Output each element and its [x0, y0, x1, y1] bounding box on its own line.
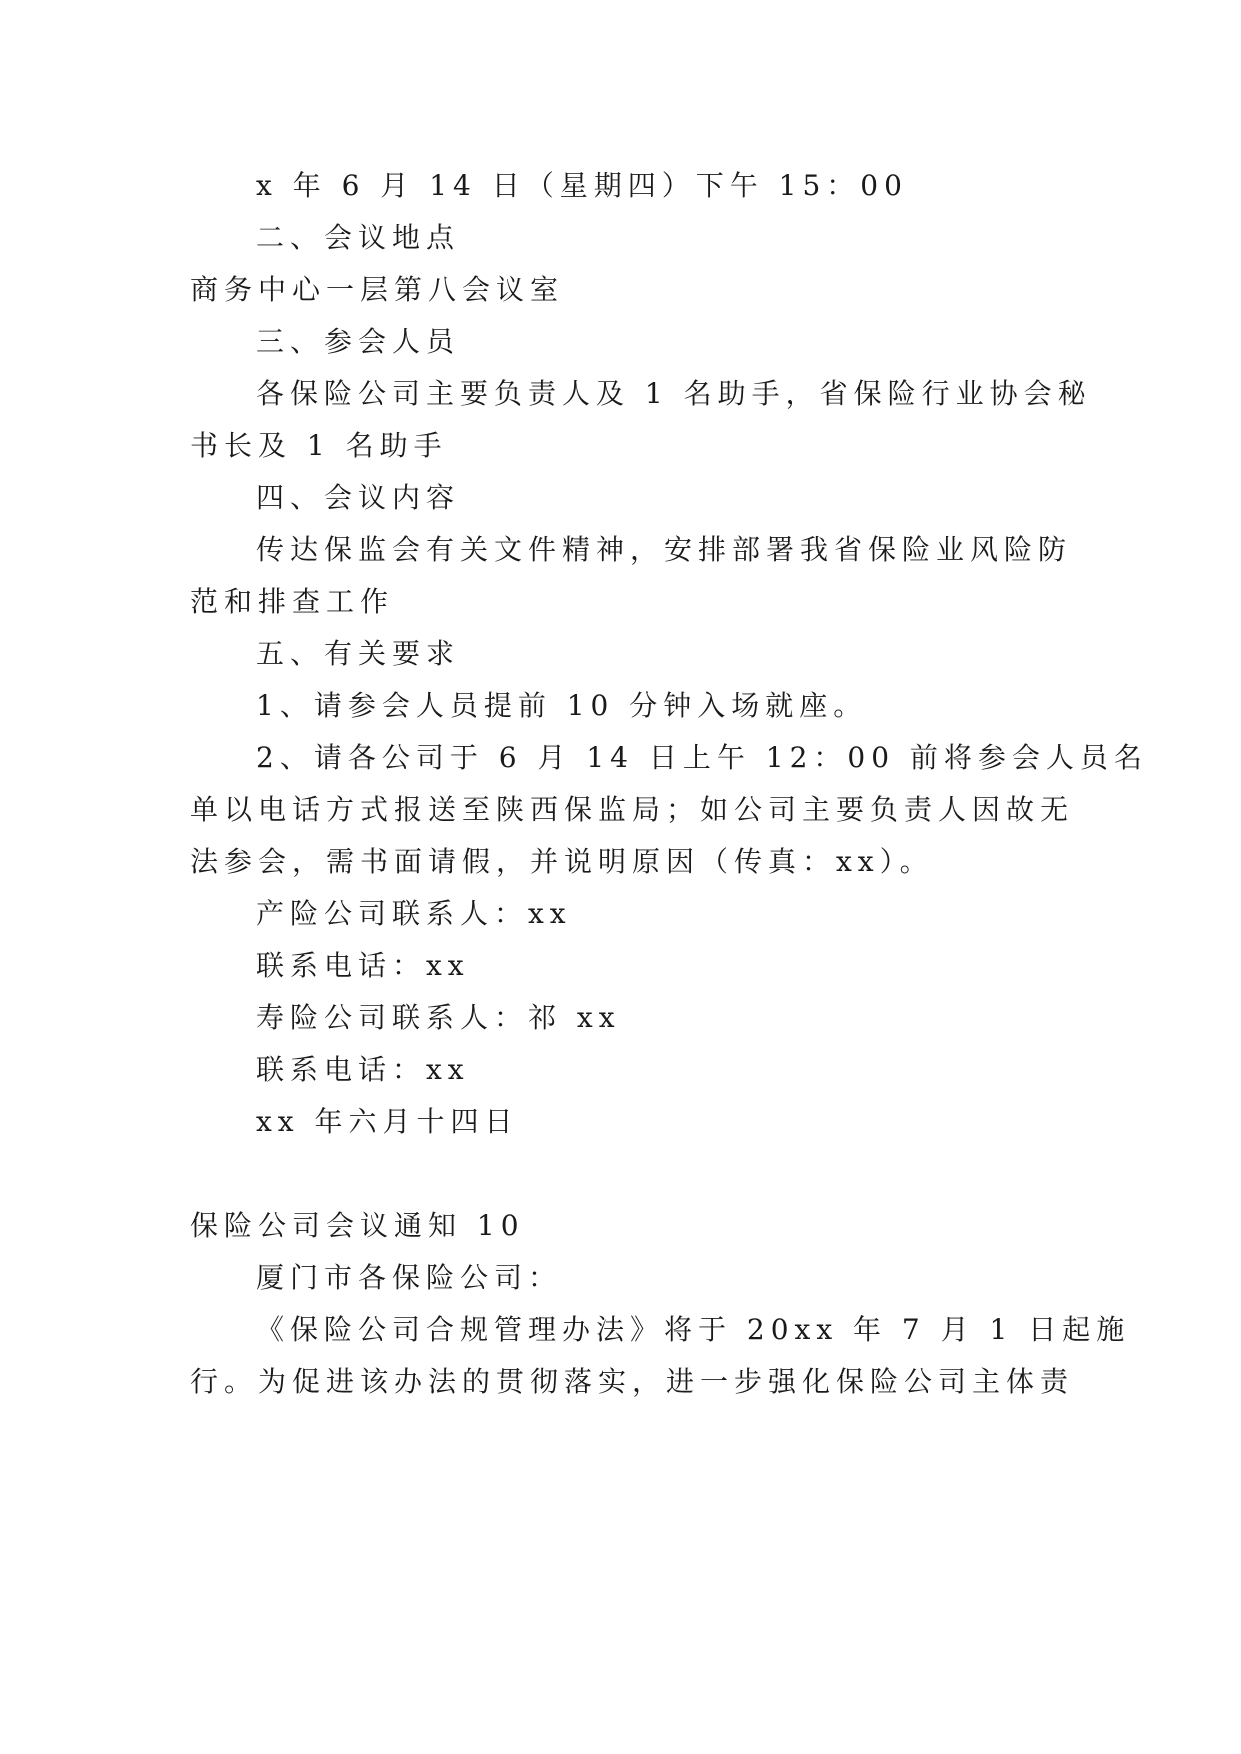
meeting-time: x 年 6 月 14 日（星期四）下午 15：00: [256, 169, 908, 202]
section-heading-requirements: 五、有关要求: [256, 637, 461, 670]
notice-body-line-1: 《保险公司合规管理办法》将于 20xx 年 7 月 1 日起施: [256, 1313, 1131, 1346]
attendees-text-line-2: 书长及 1 名助手: [190, 429, 448, 462]
requirement-2-line-3: 法参会，需书面请假，并说明原因（传真：xx）。: [190, 845, 934, 878]
requirement-2-line-1: 2、请各公司于 6 月 14 日上午 12：00 前将参会人员名: [256, 741, 1148, 774]
life-insurance-contact: 寿险公司联系人：祁 xx: [256, 1001, 621, 1034]
attendees-text-line-1: 各保险公司主要负责人及 1 名助手，省保险行业协会秘: [256, 377, 1092, 410]
document-date: xx 年六月十四日: [256, 1105, 519, 1138]
life-insurance-phone: 联系电话：xx: [256, 1053, 470, 1086]
requirement-1: 1、请参会人员提前 10 分钟入场就座。: [256, 689, 868, 722]
property-insurance-contact: 产险公司联系人：xx: [256, 897, 572, 930]
requirement-2-line-2: 单以电话方式报送至陕西保监局；如公司主要负责人因故无: [190, 793, 1075, 826]
meeting-location: 商务中心一层第八会议室: [190, 273, 565, 306]
content-text-line-1: 传达保监会有关文件精神，安排部署我省保险业风险防: [256, 533, 1073, 566]
property-insurance-phone: 联系电话：xx: [256, 949, 470, 982]
notice-salutation: 厦门市各保险公司：: [256, 1261, 563, 1294]
notice-body-line-2: 行。为促进该办法的贯彻落实，进一步强化保险公司主体责: [190, 1365, 1075, 1398]
content-text-line-2: 范和排查工作: [190, 585, 395, 618]
section-heading-attendees: 三、参会人员: [256, 325, 461, 358]
section-heading-location: 二、会议地点: [256, 221, 461, 254]
section-heading-content: 四、会议内容: [256, 481, 461, 514]
notice-title: 保险公司会议通知 10: [190, 1209, 525, 1242]
